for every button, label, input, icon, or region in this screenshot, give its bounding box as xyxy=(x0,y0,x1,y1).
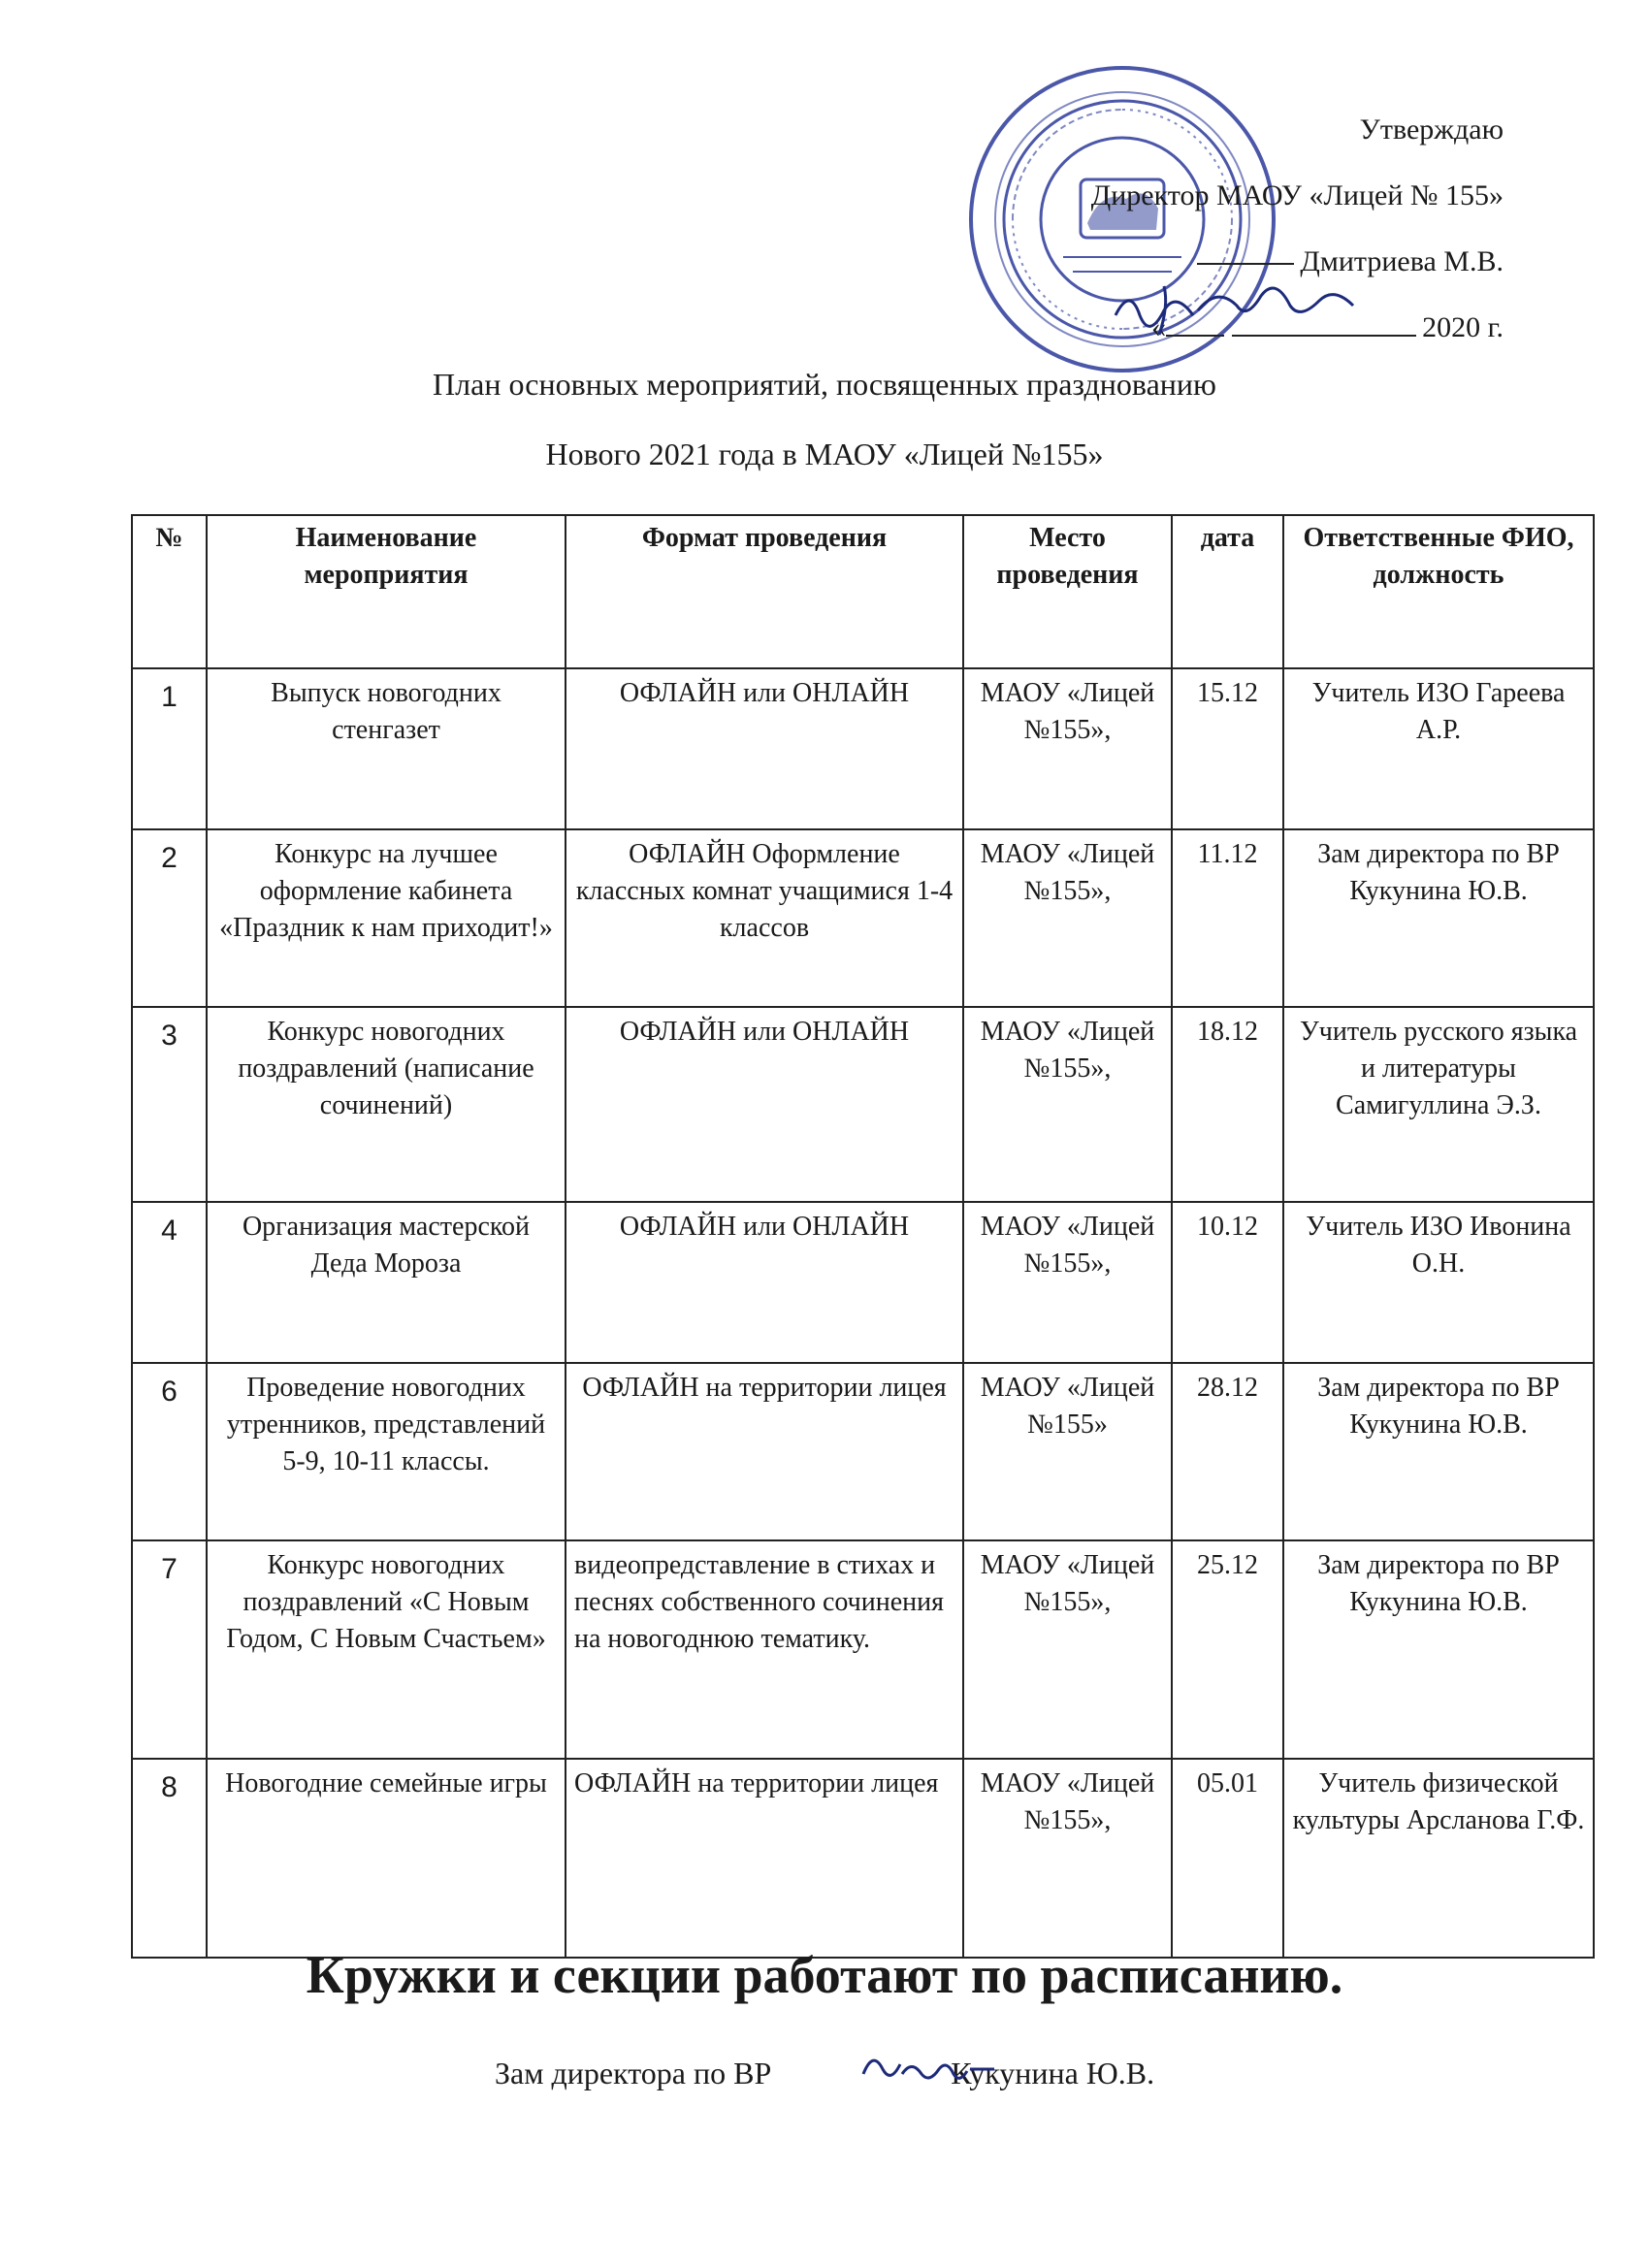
row-responsible: Зам директора по ВР Кукунина Ю.В. xyxy=(1283,1540,1594,1759)
header-number: № xyxy=(132,515,207,668)
clubs-schedule-note: Кружки и секции работают по расписанию. xyxy=(306,1946,1343,2004)
table-row xyxy=(132,668,1594,829)
document-title-line1: План основных мероприятий, посвященных празднованию xyxy=(433,367,1216,402)
row-event-name: Конкурс новогодних поздравлений (написание сочинений) xyxy=(207,1007,566,1202)
approval-title: Утверждаю xyxy=(1359,113,1504,146)
row-number: 4 xyxy=(132,1202,207,1363)
row-place: МАОУ «Лицей №155», xyxy=(963,1202,1172,1363)
table-row xyxy=(132,1363,1594,1540)
row-place: МАОУ «Лицей №155» xyxy=(963,1363,1172,1540)
row-number: 6 xyxy=(132,1363,207,1540)
row-responsible: Учитель ИЗО Ивонина О.Н. xyxy=(1283,1202,1594,1363)
table-row xyxy=(132,829,1594,1007)
row-date: 28.12 xyxy=(1172,1363,1283,1540)
row-date: 25.12 xyxy=(1172,1540,1283,1759)
row-number: 3 xyxy=(132,1007,207,1202)
row-responsible: Зам директора по ВР Кукунина Ю.В. xyxy=(1283,829,1594,1007)
row-format: ОФЛАЙН или ОНЛАЙН xyxy=(566,1007,963,1202)
header-event-name: Наименование мероприятия xyxy=(207,515,566,668)
row-event-name: Новогодние семейные игры xyxy=(207,1759,566,1958)
document-title-line2: Нового 2021 года в МАОУ «Лицей №155» xyxy=(545,437,1104,471)
row-event-name: Выпуск новогодних стенгазет xyxy=(207,668,566,829)
row-format: ОФЛАЙН или ОНЛАЙН xyxy=(566,1202,963,1363)
row-place: МАОУ «Лицей №155», xyxy=(963,829,1172,1007)
row-format: ОФЛАЙН или ОНЛАЙН xyxy=(566,668,963,829)
row-date: 05.01 xyxy=(1172,1759,1283,1958)
row-place: МАОУ «Лицей №155», xyxy=(963,1540,1172,1759)
row-responsible: Учитель русского языка и литературы Самигуллина Э.З. xyxy=(1283,1007,1594,1202)
row-format: видеопредставление в стихах и песнях собственного сочинения на новогоднюю тематику. xyxy=(566,1540,963,1759)
row-date: 18.12 xyxy=(1172,1007,1283,1202)
row-date: 15.12 xyxy=(1172,668,1283,829)
handwritten-date-signature-icon xyxy=(1106,276,1397,344)
date-year: 2020 г. xyxy=(1422,311,1504,343)
signature-blank xyxy=(1197,263,1294,265)
approval-position: Директор МАОУ «Лицей № 155» xyxy=(1090,179,1504,211)
header-date: дата xyxy=(1172,515,1283,668)
row-number: 8 xyxy=(132,1759,207,1958)
row-event-name: Организация мастерской Деда Мороза xyxy=(207,1202,566,1363)
table-row xyxy=(132,1202,1594,1363)
row-responsible: Учитель ИЗО Гареева А.Р. xyxy=(1283,668,1594,829)
row-place: МАОУ «Лицей №155», xyxy=(963,668,1172,829)
row-format: ОФЛАЙН на территории лицея xyxy=(566,1759,963,1958)
row-date: 11.12 xyxy=(1172,829,1283,1007)
deputy-name: Кукунина Ю.В. xyxy=(951,2056,1155,2090)
row-place: МАОУ «Лицей №155», xyxy=(963,1007,1172,1202)
deputy-signature-icon xyxy=(854,2045,1018,2093)
row-place: МАОУ «Лицей №155», xyxy=(963,1759,1172,1958)
row-event-name: Конкурс на лучшее оформление кабинета «Праздник к нам приходит!» xyxy=(207,829,566,1007)
row-event-name: Проведение новогодних утренников, представлений 5-9, 10-11 классы. xyxy=(207,1363,566,1540)
row-responsible: Зам директора по ВР Кукунина Ю.В. xyxy=(1283,1363,1594,1540)
table-row xyxy=(132,1007,1594,1202)
header-format: Формат проведения xyxy=(566,515,963,668)
deputy-signature-line xyxy=(495,2055,1154,2091)
row-number: 2 xyxy=(132,829,207,1007)
row-event-name: Конкурс новогодних поздравлений «С Новым Годом, С Новым Счастьем» xyxy=(207,1540,566,1759)
table-header-row xyxy=(132,515,1594,668)
date-quote: « xyxy=(1151,311,1167,343)
table-row xyxy=(132,1759,1594,1958)
header-place: Место проведения xyxy=(963,515,1172,668)
row-number: 7 xyxy=(132,1540,207,1759)
events-table xyxy=(131,514,1595,1959)
row-date: 10.12 xyxy=(1172,1202,1283,1363)
row-number: 1 xyxy=(132,668,207,829)
header-responsible: Ответственные ФИО, должность xyxy=(1283,515,1594,668)
approval-signer-name: Дмитриева М.В. xyxy=(1300,245,1504,277)
row-format: ОФЛАЙН Оформление классных комнат учащимися 1-4 классов xyxy=(566,829,963,1007)
row-format: ОФЛАЙН на территории лицея xyxy=(566,1363,963,1540)
deputy-role: Зам директора по ВР xyxy=(495,2056,772,2090)
row-responsible: Учитель физической культуры Арсланова Г.Ф. xyxy=(1283,1759,1594,1958)
table-row xyxy=(132,1540,1594,1759)
